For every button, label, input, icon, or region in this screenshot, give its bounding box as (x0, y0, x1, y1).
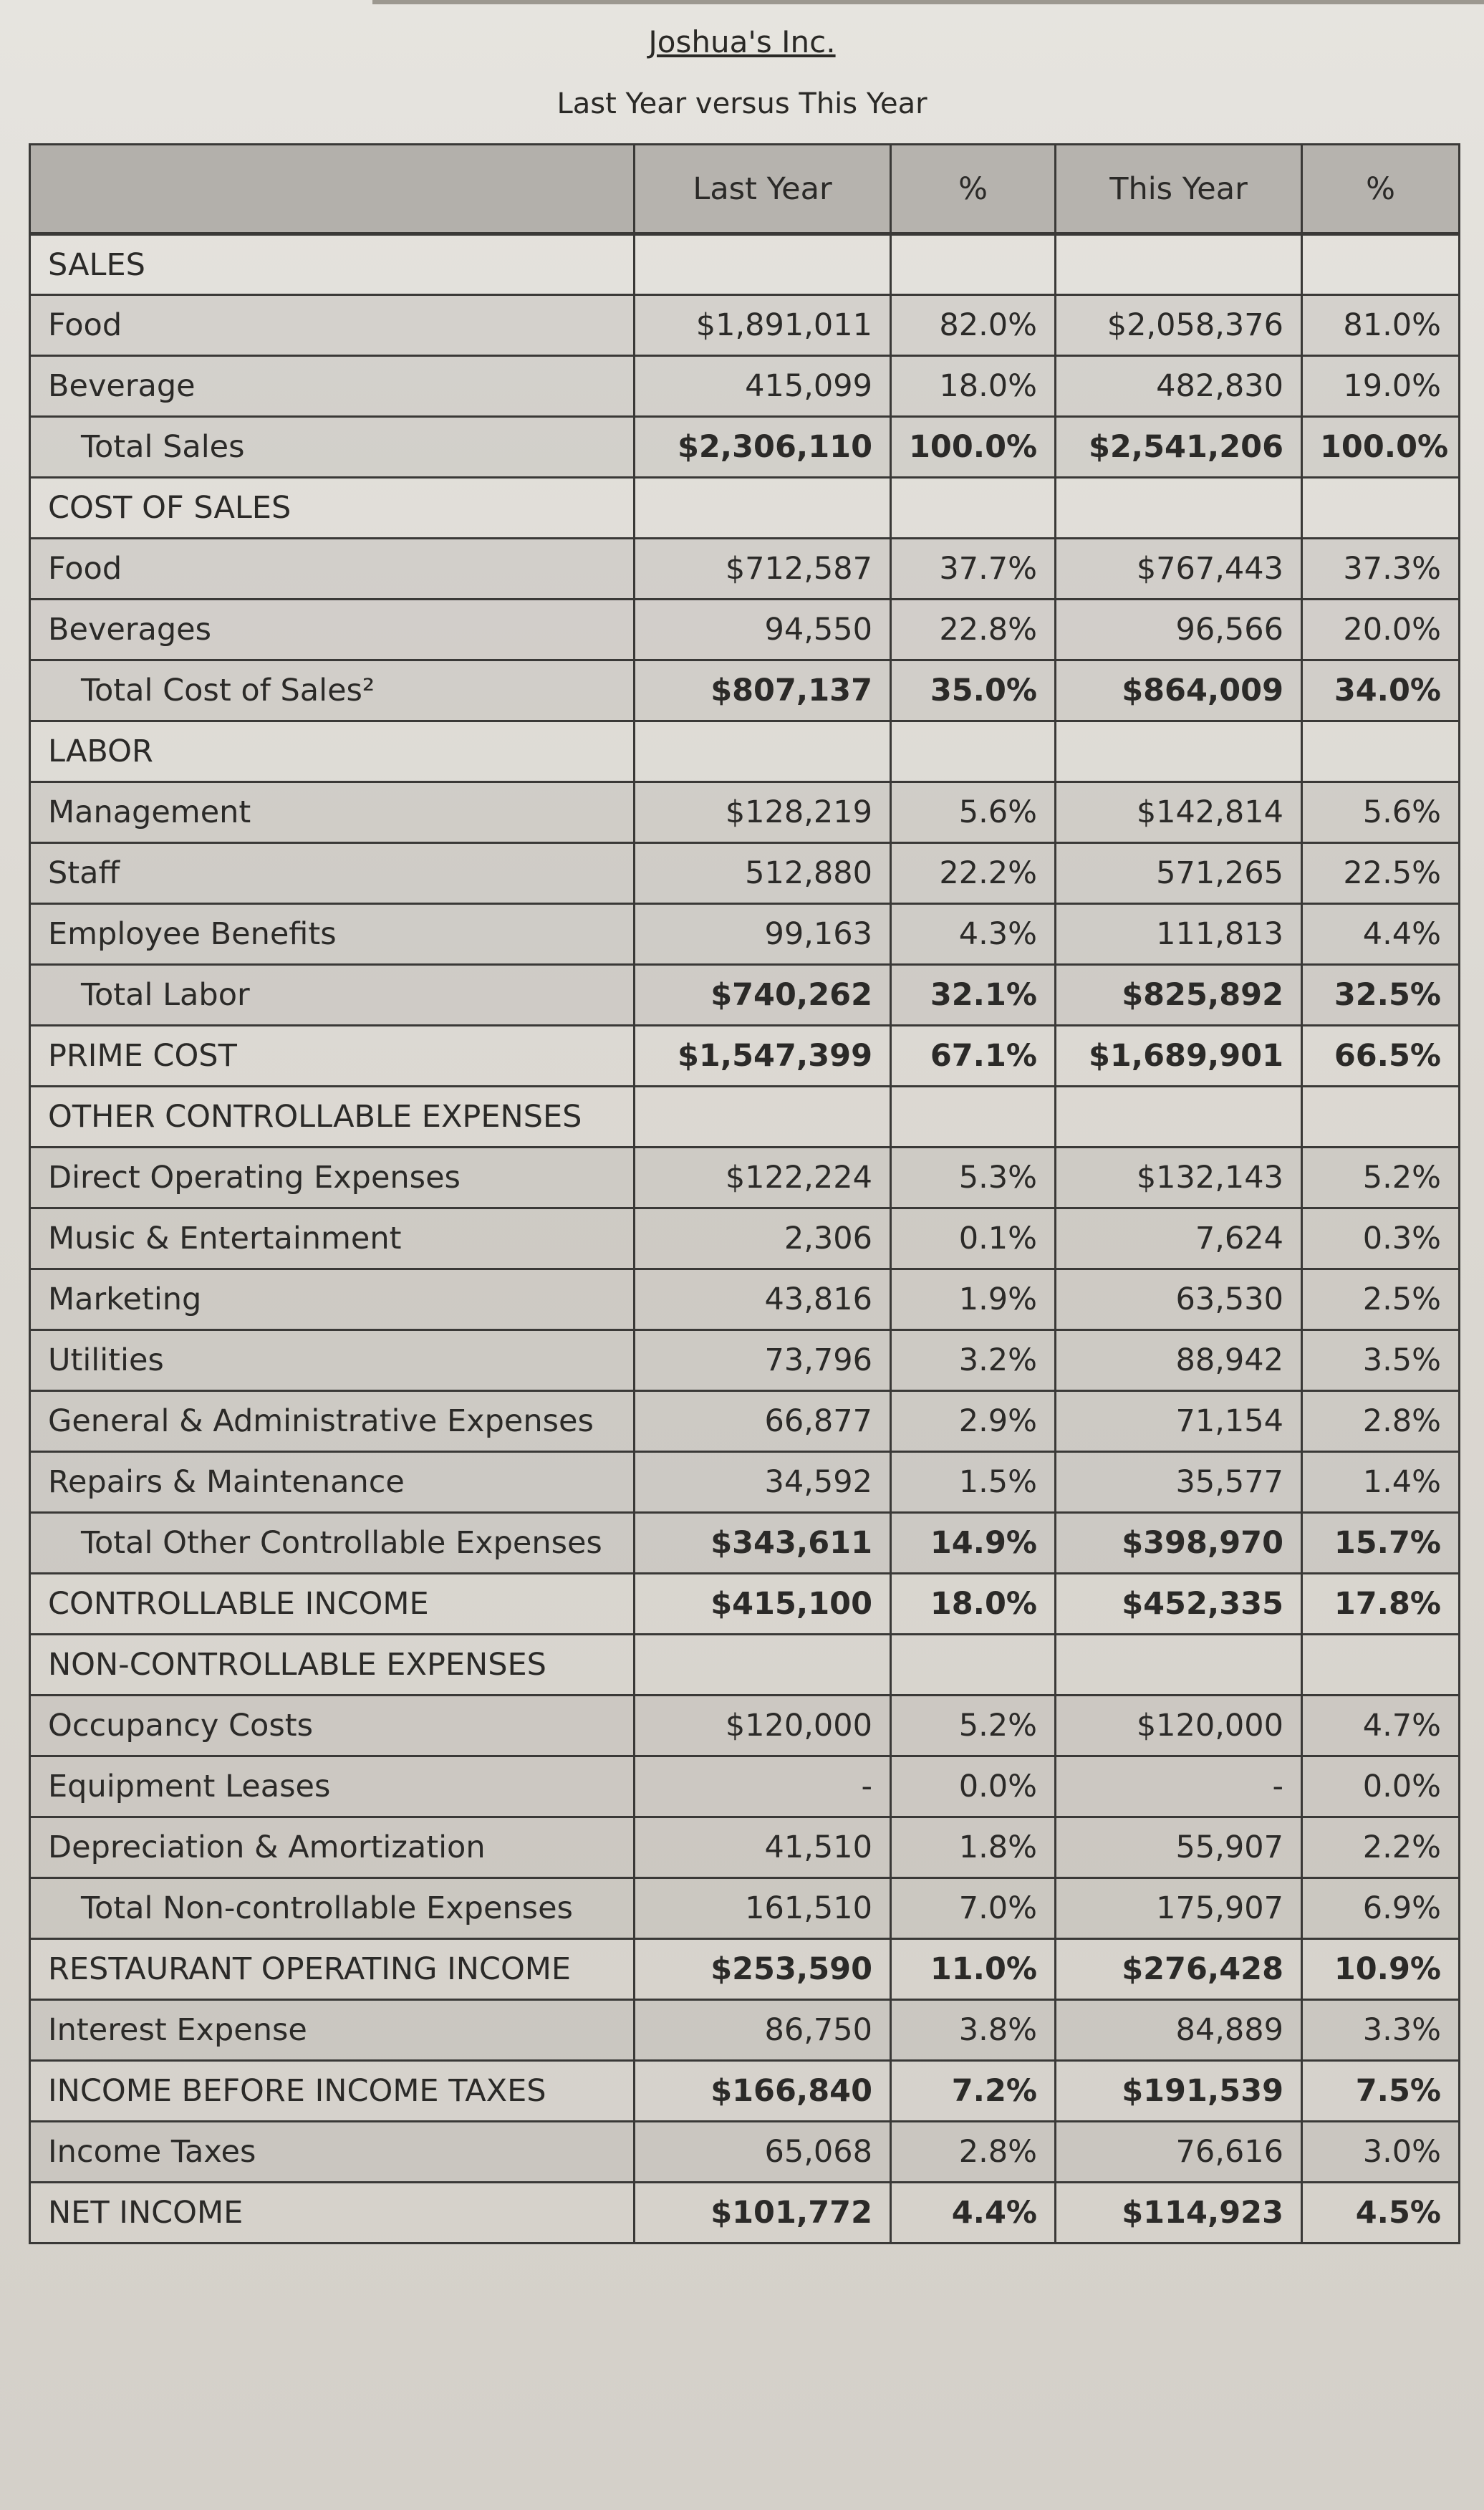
this-year-value (1056, 234, 1302, 295)
last-year-value (635, 234, 891, 295)
row-label: General & Administrative Expenses (30, 1391, 635, 1452)
last-year-value: $415,100 (635, 1574, 891, 1635)
this-year-percent (1302, 234, 1460, 295)
last-year-percent (891, 1635, 1056, 1696)
row-label: COST OF SALES (30, 478, 635, 539)
last-year-percent (891, 478, 1056, 539)
row-label: NET INCOME (30, 2183, 635, 2244)
header-this-year: This Year (1056, 145, 1302, 234)
this-year-percent: 5.6% (1302, 782, 1460, 843)
last-year-percent: 7.2% (891, 2061, 1056, 2122)
this-year-percent: 4.7% (1302, 1696, 1460, 1756)
row-label: Music & Entertainment (30, 1208, 635, 1269)
last-year-percent: 67.1% (891, 1026, 1056, 1087)
table-row (30, 234, 1460, 295)
table-row (30, 721, 1460, 782)
last-year-value: $120,000 (635, 1696, 891, 1756)
row-label: Staff (30, 843, 635, 904)
last-year-value: $712,587 (635, 539, 891, 600)
last-year-percent: 5.3% (891, 1148, 1056, 1208)
row-label: NON-CONTROLLABLE EXPENSES (30, 1635, 635, 1696)
table-row-summary (30, 2183, 1460, 2244)
last-year-value (635, 1087, 891, 1148)
this-year-value (1056, 478, 1302, 539)
this-year-value: 175,907 (1056, 1878, 1302, 1939)
last-year-value (635, 721, 891, 782)
table-row (30, 1148, 1460, 1208)
last-year-percent: 7.0% (891, 1878, 1056, 1939)
last-year-value: $740,262 (635, 965, 891, 1026)
this-year-percent: 15.7% (1302, 1513, 1460, 1574)
last-year-value: $166,840 (635, 2061, 891, 2122)
report-subtitle: Last Year versus This Year (556, 87, 928, 120)
this-year-value: $191,539 (1056, 2061, 1302, 2122)
last-year-value: $128,219 (635, 782, 891, 843)
table-row-total (30, 417, 1460, 478)
row-label: Total Cost of Sales² (30, 660, 635, 721)
last-year-value (635, 1635, 891, 1696)
row-label: INCOME BEFORE INCOME TAXES (30, 2061, 635, 2122)
last-year-percent: 1.9% (891, 1269, 1056, 1330)
last-year-value: 415,099 (635, 356, 891, 417)
this-year-value (1056, 1635, 1302, 1696)
last-year-percent (891, 234, 1056, 295)
last-year-value: $101,772 (635, 2183, 891, 2244)
table-row-total (30, 660, 1460, 721)
row-label: Interest Expense (30, 2000, 635, 2061)
table-row (30, 478, 1460, 539)
row-label: Total Labor (30, 965, 635, 1026)
row-label: CONTROLLABLE INCOME (30, 1574, 635, 1635)
this-year-value: $2,058,376 (1056, 295, 1302, 356)
this-year-percent: 0.3% (1302, 1208, 1460, 1269)
last-year-percent: 35.0% (891, 660, 1056, 721)
last-year-value: 41,510 (635, 1817, 891, 1878)
last-year-value: 2,306 (635, 1208, 891, 1269)
header-this-year-percent: % (1302, 145, 1460, 234)
this-year-value: 35,577 (1056, 1452, 1302, 1513)
this-year-value: 63,530 (1056, 1269, 1302, 1330)
table-row (30, 600, 1460, 660)
table-row (30, 356, 1460, 417)
row-label: Equipment Leases (30, 1756, 635, 1817)
this-year-percent: 5.2% (1302, 1148, 1460, 1208)
table-row (30, 295, 1460, 356)
last-year-value: $343,611 (635, 1513, 891, 1574)
last-year-percent: 3.2% (891, 1330, 1056, 1391)
last-year-value: 34,592 (635, 1452, 891, 1513)
row-label: Repairs & Maintenance (30, 1452, 635, 1513)
row-label: Depreciation & Amortization (30, 1817, 635, 1878)
table-row (30, 904, 1460, 965)
header-last-year: Last Year (635, 145, 891, 234)
table-row (30, 1756, 1460, 1817)
this-year-percent: 37.3% (1302, 539, 1460, 600)
table-row (30, 782, 1460, 843)
this-year-percent (1302, 1087, 1460, 1148)
this-year-percent: 3.0% (1302, 2122, 1460, 2183)
last-year-percent: 14.9% (891, 1513, 1056, 1574)
last-year-percent: 0.1% (891, 1208, 1056, 1269)
this-year-percent: 1.4% (1302, 1452, 1460, 1513)
this-year-value: $132,143 (1056, 1148, 1302, 1208)
row-label: Occupancy Costs (30, 1696, 635, 1756)
last-year-percent: 100.0% (891, 417, 1056, 478)
this-year-value: 88,942 (1056, 1330, 1302, 1391)
last-year-percent: 18.0% (891, 356, 1056, 417)
last-year-value: 86,750 (635, 2000, 891, 2061)
this-year-percent (1302, 1635, 1460, 1696)
last-year-percent: 32.1% (891, 965, 1056, 1026)
table-row (30, 2122, 1460, 2183)
header-row (30, 145, 1460, 234)
this-year-value: 96,566 (1056, 600, 1302, 660)
row-label: SALES (30, 234, 635, 295)
last-year-value: $122,224 (635, 1148, 891, 1208)
table-row (30, 1391, 1460, 1452)
last-year-value: 66,877 (635, 1391, 891, 1452)
last-year-percent: 18.0% (891, 1574, 1056, 1635)
last-year-percent: 82.0% (891, 295, 1056, 356)
row-label: Food (30, 539, 635, 600)
table-row (30, 1087, 1460, 1148)
this-year-value: 84,889 (1056, 2000, 1302, 2061)
last-year-percent: 37.7% (891, 539, 1056, 600)
this-year-value: 55,907 (1056, 1817, 1302, 1878)
header-last-year-percent: % (891, 145, 1056, 234)
last-year-percent: 5.6% (891, 782, 1056, 843)
last-year-percent: 1.5% (891, 1452, 1056, 1513)
row-label: Beverage (30, 356, 635, 417)
this-year-value: $398,970 (1056, 1513, 1302, 1574)
row-label: RESTAURANT OPERATING INCOME (30, 1939, 635, 2000)
this-year-percent: 32.5% (1302, 965, 1460, 1026)
last-year-value: 99,163 (635, 904, 891, 965)
this-year-percent: 7.5% (1302, 2061, 1460, 2122)
table-row-summary (30, 1026, 1460, 1087)
this-year-percent: 100.0% (1302, 417, 1460, 478)
last-year-percent: 2.9% (891, 1391, 1056, 1452)
row-label: PRIME COST (30, 1026, 635, 1087)
table-row-total (30, 1878, 1460, 1939)
this-year-value: 71,154 (1056, 1391, 1302, 1452)
last-year-value: $253,590 (635, 1939, 891, 2000)
row-label: Total Sales (30, 417, 635, 478)
this-year-value: 111,813 (1056, 904, 1302, 965)
this-year-percent: 20.0% (1302, 600, 1460, 660)
last-year-percent: 4.4% (891, 2183, 1056, 2244)
table-row (30, 1635, 1460, 1696)
header-label-cell (30, 145, 635, 234)
last-year-percent: 3.8% (891, 2000, 1056, 2061)
this-year-percent: 10.9% (1302, 1939, 1460, 2000)
last-year-value: $807,137 (635, 660, 891, 721)
row-label: Direct Operating Expenses (30, 1148, 635, 1208)
last-year-value: 73,796 (635, 1330, 891, 1391)
row-label: Management (30, 782, 635, 843)
table-row (30, 843, 1460, 904)
row-label: Food (30, 295, 635, 356)
table-row (30, 539, 1460, 600)
this-year-percent (1302, 721, 1460, 782)
this-year-value: $825,892 (1056, 965, 1302, 1026)
this-year-percent: 81.0% (1302, 295, 1460, 356)
table-row (30, 1330, 1460, 1391)
this-year-value: $2,541,206 (1056, 417, 1302, 478)
last-year-percent (891, 721, 1056, 782)
this-year-percent: 0.0% (1302, 1756, 1460, 1817)
row-label: Employee Benefits (30, 904, 635, 965)
this-year-value: 76,616 (1056, 2122, 1302, 2183)
this-year-value: 482,830 (1056, 356, 1302, 417)
this-year-value: $864,009 (1056, 660, 1302, 721)
last-year-percent: 4.3% (891, 904, 1056, 965)
this-year-percent: 2.5% (1302, 1269, 1460, 1330)
last-year-value: 94,550 (635, 600, 891, 660)
last-year-percent: 22.2% (891, 843, 1056, 904)
last-year-percent: 5.2% (891, 1696, 1056, 1756)
table-row-summary (30, 1939, 1460, 2000)
this-year-percent (1302, 478, 1460, 539)
this-year-percent: 22.5% (1302, 843, 1460, 904)
last-year-percent: 0.0% (891, 1756, 1056, 1817)
last-year-percent (891, 1087, 1056, 1148)
last-year-value: 43,816 (635, 1269, 891, 1330)
this-year-percent: 66.5% (1302, 1026, 1460, 1087)
table-row-total (30, 1513, 1460, 1574)
row-label: Utilities (30, 1330, 635, 1391)
this-year-percent: 3.3% (1302, 2000, 1460, 2061)
top-rule (372, 0, 1484, 4)
this-year-value (1056, 1087, 1302, 1148)
this-year-value: 7,624 (1056, 1208, 1302, 1269)
this-year-value: $142,814 (1056, 782, 1302, 843)
this-year-percent: 4.5% (1302, 2183, 1460, 2244)
row-label: Total Non-controllable Expenses (30, 1878, 635, 1939)
last-year-value (635, 478, 891, 539)
this-year-percent: 2.2% (1302, 1817, 1460, 1878)
table-row-summary (30, 1574, 1460, 1635)
table-row (30, 1269, 1460, 1330)
last-year-value: $2,306,110 (635, 417, 891, 478)
this-year-value: $276,428 (1056, 1939, 1302, 2000)
this-year-percent: 6.9% (1302, 1878, 1460, 1939)
income-statement-table (29, 143, 1460, 2244)
table-row (30, 1452, 1460, 1513)
last-year-value: 65,068 (635, 2122, 891, 2183)
table-row (30, 1696, 1460, 1756)
row-label: Beverages (30, 600, 635, 660)
this-year-value: 571,265 (1056, 843, 1302, 904)
this-year-value: $452,335 (1056, 1574, 1302, 1635)
last-year-value: $1,891,011 (635, 295, 891, 356)
last-year-percent: 1.8% (891, 1817, 1056, 1878)
row-label: OTHER CONTROLLABLE EXPENSES (30, 1087, 635, 1148)
table-row (30, 2000, 1460, 2061)
this-year-percent: 17.8% (1302, 1574, 1460, 1635)
table-row (30, 1208, 1460, 1269)
table-row-summary (30, 2061, 1460, 2122)
company-title: Joshua's Inc. (648, 24, 836, 59)
this-year-value: $1,689,901 (1056, 1026, 1302, 1087)
this-year-value: $114,923 (1056, 2183, 1302, 2244)
row-label: Marketing (30, 1269, 635, 1330)
last-year-value: $1,547,399 (635, 1026, 891, 1087)
this-year-percent: 2.8% (1302, 1391, 1460, 1452)
this-year-percent: 3.5% (1302, 1330, 1460, 1391)
this-year-value: $767,443 (1056, 539, 1302, 600)
row-label: Total Other Controllable Expenses (30, 1513, 635, 1574)
this-year-percent: 19.0% (1302, 356, 1460, 417)
this-year-value: $120,000 (1056, 1696, 1302, 1756)
table-row-total (30, 965, 1460, 1026)
this-year-percent: 34.0% (1302, 660, 1460, 721)
last-year-percent: 2.8% (891, 2122, 1056, 2183)
this-year-percent: 4.4% (1302, 904, 1460, 965)
table-row (30, 1817, 1460, 1878)
last-year-percent: 22.8% (891, 600, 1056, 660)
row-label: LABOR (30, 721, 635, 782)
last-year-percent: 11.0% (891, 1939, 1056, 2000)
last-year-value: - (635, 1756, 891, 1817)
this-year-value: - (1056, 1756, 1302, 1817)
last-year-value: 512,880 (635, 843, 891, 904)
this-year-value (1056, 721, 1302, 782)
row-label: Income Taxes (30, 2122, 635, 2183)
last-year-value: 161,510 (635, 1878, 891, 1939)
